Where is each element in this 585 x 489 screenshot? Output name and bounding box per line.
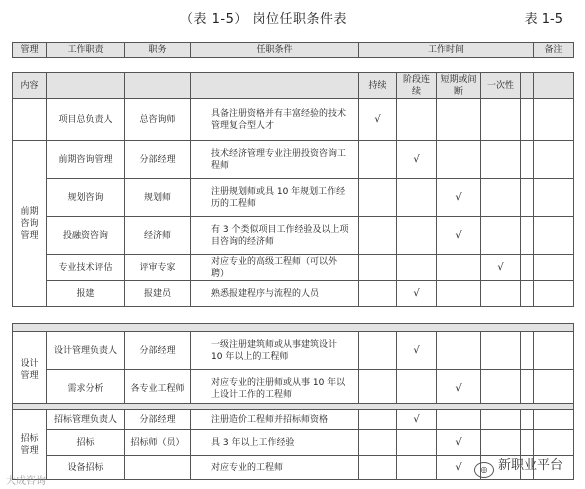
table-block-2 [12, 323, 574, 408]
time-check-cell [437, 99, 481, 141]
duty-cell: 前期咨询管理 [47, 141, 125, 179]
time-check-cell [397, 255, 437, 281]
table-row [13, 370, 574, 408]
time-check-cell [359, 255, 397, 281]
role-cell: 招标师（员） [125, 430, 191, 456]
condition-cell: 注册造价工程师并招标师资格 [191, 410, 359, 430]
time-check-cell [481, 281, 521, 307]
time-check-cell [359, 410, 397, 430]
empty-cell [521, 179, 534, 217]
duty-cell: 专业技术评估 [47, 255, 125, 281]
table-row [13, 430, 574, 456]
time-check-cell: √ [481, 255, 521, 281]
watermark-left: 大成咨询 [6, 476, 46, 487]
remark-cell [534, 255, 574, 281]
time-check-cell [437, 255, 481, 281]
role-cell: 评审专家 [125, 255, 191, 281]
role-cell: 总咨询师 [125, 99, 191, 141]
role-cell: 规划师 [125, 179, 191, 217]
time-check-cell [481, 217, 521, 255]
time-check-cell [359, 370, 397, 408]
time-check-cell [359, 179, 397, 217]
col-header-time: 工作时间 [359, 43, 534, 58]
condition-cell: 一级注册建筑师或从事建筑设计 10 年以上的工程师 [191, 332, 359, 370]
duty-cell: 项目总负责人 [47, 99, 125, 141]
remark-cell [534, 281, 574, 307]
empty-cell [521, 332, 534, 370]
table-row [13, 141, 574, 179]
time-check-cell [359, 332, 397, 370]
col-header-management: 管理 [13, 43, 47, 58]
duty-cell: 规划咨询 [47, 179, 125, 217]
time-check-cell [397, 179, 437, 217]
duty-cell: 报建 [47, 281, 125, 307]
condition-cell: 具备注册资格并有丰富经验的技术管理复合型人才 [191, 99, 359, 141]
col-header-role: 职务 [125, 43, 191, 58]
table-title: （表 1-5） 岗位任职条件表 [180, 12, 347, 27]
section-name: 设计管理 [13, 332, 47, 408]
empty-cell [521, 281, 534, 307]
time-check-cell [397, 430, 437, 456]
table-row [13, 410, 574, 430]
time-check-cell [397, 456, 437, 480]
empty-cell [47, 73, 125, 99]
empty-cell [125, 73, 191, 99]
remark-cell [534, 332, 574, 370]
watermark-text: 新职业平台 [498, 458, 564, 473]
table-row [13, 217, 574, 255]
table-row [13, 281, 574, 307]
time-check-cell: √ [437, 179, 481, 217]
empty-cell [534, 73, 574, 99]
time-check-cell [359, 430, 397, 456]
empty-cell [521, 255, 534, 281]
time-check-cell: √ [397, 141, 437, 179]
col-header-duty: 工作职责 [47, 43, 125, 58]
time-check-cell: √ [359, 99, 397, 141]
time-check-cell [481, 410, 521, 430]
time-col-short: 短期或间断 [437, 73, 481, 99]
role-cell [125, 456, 191, 480]
condition-cell: 有 3 个类似项目工作经验及以上项目咨询的经济师 [191, 217, 359, 255]
time-col-continuous: 持续 [359, 73, 397, 99]
time-check-cell [437, 332, 481, 370]
table-row [13, 332, 574, 370]
section-name: 前期咨询管理 [13, 141, 47, 307]
role-cell: 报建员 [125, 281, 191, 307]
duty-cell: 招标管理负责人 [47, 410, 125, 430]
remark-cell [534, 99, 574, 141]
condition-cell: 熟悉报建程序与流程的人员 [191, 281, 359, 307]
remark-cell [534, 410, 574, 430]
remark-cell [534, 217, 574, 255]
role-cell: 分部经理 [125, 141, 191, 179]
section-divider [13, 324, 574, 332]
table-caption [0, 8, 585, 26]
condition-cell: 注册规划师或具 10 年规划工作经历的工程师 [191, 179, 359, 217]
time-check-cell: √ [437, 217, 481, 255]
time-check-cell: √ [437, 370, 481, 408]
time-check-cell [481, 179, 521, 217]
table-header [12, 42, 574, 58]
time-check-cell: √ [397, 410, 437, 430]
time-check-cell: √ [437, 456, 481, 480]
duty-cell: 投融资咨询 [47, 217, 125, 255]
time-check-cell [437, 141, 481, 179]
time-check-cell [359, 141, 397, 179]
role-cell: 分部经理 [125, 410, 191, 430]
time-col-stage: 阶段连续 [397, 73, 437, 99]
time-check-cell [481, 99, 521, 141]
empty-cell [521, 370, 534, 408]
table-row [13, 99, 574, 141]
table-number: 表 1-5 [524, 12, 563, 27]
time-check-cell [397, 99, 437, 141]
col-header-condition: 任职条件 [191, 43, 359, 58]
empty-cell [521, 141, 534, 179]
time-check-cell [481, 332, 521, 370]
time-check-cell [397, 217, 437, 255]
role-cell: 经济师 [125, 217, 191, 255]
col-header-remark: 备注 [534, 43, 574, 58]
condition-cell: 对应专业的注册师或从事 10 年以上设计工作的工程师 [191, 370, 359, 408]
duty-cell: 招标 [47, 430, 125, 456]
table-block-1 [12, 72, 574, 307]
time-check-cell [481, 430, 521, 456]
duty-cell: 需求分析 [47, 370, 125, 408]
time-check-cell: √ [397, 281, 437, 307]
empty-cell [521, 430, 534, 456]
time-check-cell [481, 141, 521, 179]
empty-cell [191, 73, 359, 99]
time-check-cell [359, 456, 397, 480]
section-name: 招标管理 [13, 410, 47, 480]
time-check-cell: √ [397, 332, 437, 370]
empty-cell [521, 410, 534, 430]
remark-cell [534, 370, 574, 408]
empty-cell [521, 99, 534, 141]
time-check-cell [359, 281, 397, 307]
time-col-once: 一次性 [481, 73, 521, 99]
time-check-cell [359, 217, 397, 255]
duty-cell: 设计管理负责人 [47, 332, 125, 370]
wechat-icon: ◎ [474, 462, 494, 478]
remark-cell [534, 430, 574, 456]
time-check-cell [397, 370, 437, 408]
condition-cell: 对应专业的高级工程师（可以外聘） [191, 255, 359, 281]
section-name [13, 99, 47, 141]
time-check-cell [481, 370, 521, 408]
role-cell: 各专业工程师 [125, 370, 191, 408]
duty-cell: 设备招标 [47, 456, 125, 480]
empty-cell [521, 217, 534, 255]
role-cell: 分部经理 [125, 332, 191, 370]
time-check-cell [437, 281, 481, 307]
condition-cell: 对应专业的工程师 [191, 456, 359, 480]
remark-cell [534, 179, 574, 217]
table-row [13, 255, 574, 281]
condition-cell: 具 3 年以上工作经验 [191, 430, 359, 456]
time-check-cell [437, 410, 481, 430]
content-label: 内容 [13, 73, 47, 99]
watermark [474, 454, 563, 478]
time-check-cell: √ [437, 430, 481, 456]
remark-cell [534, 141, 574, 179]
condition-cell: 技术经济管理专业注册投资咨询工程师 [191, 141, 359, 179]
empty-cell [521, 73, 534, 99]
table-row [13, 179, 574, 217]
